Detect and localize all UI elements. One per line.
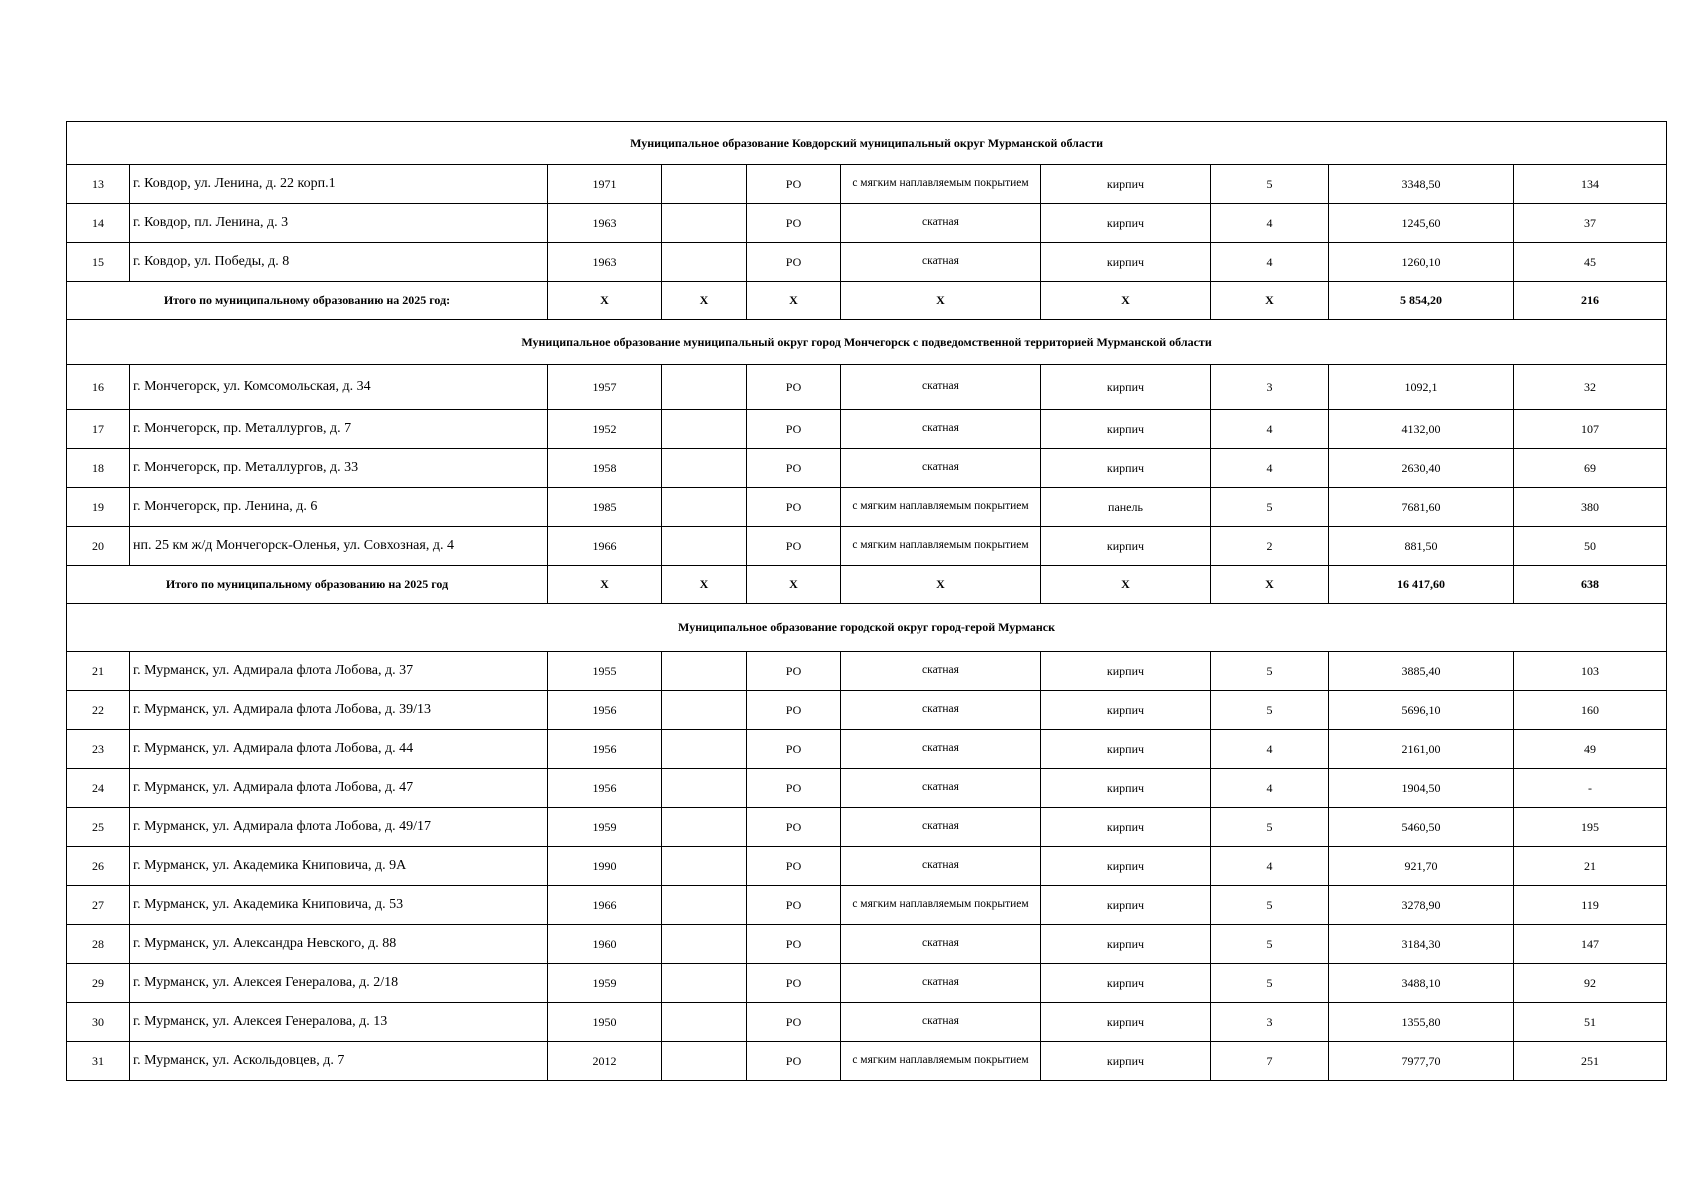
address-cell: г. Мончегорск, ул. Комсомольская, д. 34 (130, 365, 548, 410)
table-row (67, 808, 1667, 847)
address-cell: г. Мурманск, ул. Аскольдовцев, д. 7 (130, 1042, 548, 1081)
roof-type-cell: с мягким наплавляемым покрытием (841, 1042, 1041, 1081)
wall-material-cell: кирпич (1041, 886, 1211, 925)
section-header-row (67, 122, 1667, 165)
roof-type-cell: скатная (841, 691, 1041, 730)
row-number: 13 (67, 165, 130, 204)
table-row (67, 1042, 1667, 1081)
wall-material-cell: кирпич (1041, 243, 1211, 282)
table-row (67, 204, 1667, 243)
total-x-mark: Х (1041, 282, 1211, 320)
table-row (67, 652, 1667, 691)
area-cell: 3488,10 (1329, 964, 1514, 1003)
row-number: 17 (67, 410, 130, 449)
wall-material-cell: кирпич (1041, 769, 1211, 808)
total-x-mark: Х (1211, 282, 1329, 320)
section-title: Муниципальное образование муниципальный округ город Мончегорск с подведомственной территорией Мурманской области (67, 320, 1667, 365)
code-cell: РО (747, 488, 841, 527)
residents-cell: 103 (1514, 652, 1667, 691)
floors-cell: 7 (1211, 1042, 1329, 1081)
roof-type-cell: скатная (841, 652, 1041, 691)
row-number: 30 (67, 1003, 130, 1042)
code-cell: РО (747, 730, 841, 769)
address-cell: г. Мурманск, ул. Алексея Генералова, д. 2/18 (130, 964, 548, 1003)
empty-cell (662, 449, 747, 488)
residents-cell: - (1514, 769, 1667, 808)
address-cell: г. Мончегорск, пр. Металлургов, д. 33 (130, 449, 548, 488)
empty-cell (662, 1003, 747, 1042)
floors-cell: 5 (1211, 925, 1329, 964)
code-cell: РО (747, 410, 841, 449)
total-count: 638 (1514, 566, 1667, 604)
total-area: 16 417,60 (1329, 566, 1514, 604)
roof-type-cell: скатная (841, 769, 1041, 808)
year-cell: 1971 (548, 165, 662, 204)
empty-cell (662, 204, 747, 243)
year-cell: 1963 (548, 243, 662, 282)
residents-cell: 107 (1514, 410, 1667, 449)
address-cell: г. Мурманск, ул. Александра Невского, д. 88 (130, 925, 548, 964)
empty-cell (662, 886, 747, 925)
floors-cell: 5 (1211, 488, 1329, 527)
roof-type-cell: с мягким наплавляемым покрытием (841, 165, 1041, 204)
row-number: 25 (67, 808, 130, 847)
section-title: Муниципальное образование городской округ город-герой Мурманск (67, 604, 1667, 652)
code-cell: РО (747, 847, 841, 886)
floors-cell: 4 (1211, 410, 1329, 449)
address-cell: г. Мончегорск, пр. Ленина, д. 6 (130, 488, 548, 527)
total-x-mark: Х (841, 282, 1041, 320)
row-number: 14 (67, 204, 130, 243)
code-cell: РО (747, 1003, 841, 1042)
residents-cell: 119 (1514, 886, 1667, 925)
total-x-mark: Х (841, 566, 1041, 604)
wall-material-cell: панель (1041, 488, 1211, 527)
row-number: 26 (67, 847, 130, 886)
year-cell: 1966 (548, 527, 662, 566)
wall-material-cell: кирпич (1041, 1042, 1211, 1081)
roof-type-cell: скатная (841, 808, 1041, 847)
row-number: 24 (67, 769, 130, 808)
table-row (67, 847, 1667, 886)
total-x-mark: Х (662, 566, 747, 604)
code-cell: РО (747, 925, 841, 964)
floors-cell: 5 (1211, 808, 1329, 847)
table-row (67, 488, 1667, 527)
residents-cell: 37 (1514, 204, 1667, 243)
roof-type-cell: с мягким наплавляемым покрытием (841, 886, 1041, 925)
residents-cell: 380 (1514, 488, 1667, 527)
code-cell: РО (747, 1042, 841, 1081)
roof-type-cell: с мягким наплавляемым покрытием (841, 527, 1041, 566)
total-x-mark: Х (747, 566, 841, 604)
year-cell: 1959 (548, 808, 662, 847)
empty-cell (662, 488, 747, 527)
area-cell: 2630,40 (1329, 449, 1514, 488)
floors-cell: 4 (1211, 204, 1329, 243)
area-cell: 1092,1 (1329, 365, 1514, 410)
year-cell: 1955 (548, 652, 662, 691)
empty-cell (662, 165, 747, 204)
year-cell: 1966 (548, 886, 662, 925)
roof-type-cell: скатная (841, 1003, 1041, 1042)
wall-material-cell: кирпич (1041, 365, 1211, 410)
wall-material-cell: кирпич (1041, 925, 1211, 964)
address-cell: г. Мурманск, ул. Алексея Генералова, д. 13 (130, 1003, 548, 1042)
roof-type-cell: скатная (841, 847, 1041, 886)
area-cell: 7977,70 (1329, 1042, 1514, 1081)
code-cell: РО (747, 243, 841, 282)
area-cell: 2161,00 (1329, 730, 1514, 769)
code-cell: РО (747, 964, 841, 1003)
floors-cell: 4 (1211, 769, 1329, 808)
residents-cell: 50 (1514, 527, 1667, 566)
code-cell: РО (747, 165, 841, 204)
table-row (67, 769, 1667, 808)
row-number: 20 (67, 527, 130, 566)
roof-type-cell: скатная (841, 204, 1041, 243)
row-number: 23 (67, 730, 130, 769)
address-cell: г. Мончегорск, пр. Металлургов, д. 7 (130, 410, 548, 449)
roof-type-cell: скатная (841, 410, 1041, 449)
year-cell: 1950 (548, 1003, 662, 1042)
code-cell: РО (747, 769, 841, 808)
total-label: Итого по муниципальному образованию на 2025 год (67, 566, 548, 604)
address-cell: г. Мурманск, ул. Адмирала флота Лобова, д. 49/17 (130, 808, 548, 847)
row-number: 16 (67, 365, 130, 410)
year-cell: 1957 (548, 365, 662, 410)
empty-cell (662, 730, 747, 769)
area-cell: 921,70 (1329, 847, 1514, 886)
empty-cell (662, 410, 747, 449)
year-cell: 1958 (548, 449, 662, 488)
total-x-mark: Х (548, 282, 662, 320)
wall-material-cell: кирпич (1041, 1003, 1211, 1042)
wall-material-cell: кирпич (1041, 410, 1211, 449)
total-area: 5 854,20 (1329, 282, 1514, 320)
area-cell: 1260,10 (1329, 243, 1514, 282)
area-cell: 1355,80 (1329, 1003, 1514, 1042)
section-header-row (67, 320, 1667, 365)
code-cell: РО (747, 204, 841, 243)
roof-type-cell: скатная (841, 730, 1041, 769)
year-cell: 1963 (548, 204, 662, 243)
table-row (67, 886, 1667, 925)
roof-type-cell: скатная (841, 365, 1041, 410)
residents-cell: 160 (1514, 691, 1667, 730)
empty-cell (662, 365, 747, 410)
year-cell: 2012 (548, 1042, 662, 1081)
wall-material-cell: кирпич (1041, 527, 1211, 566)
floors-cell: 5 (1211, 652, 1329, 691)
address-cell: г. Ковдор, ул. Ленина, д. 22 корп.1 (130, 165, 548, 204)
wall-material-cell: кирпич (1041, 691, 1211, 730)
total-x-mark: Х (548, 566, 662, 604)
area-cell: 3184,30 (1329, 925, 1514, 964)
residents-cell: 147 (1514, 925, 1667, 964)
total-count: 216 (1514, 282, 1667, 320)
residents-cell: 134 (1514, 165, 1667, 204)
area-cell: 7681,60 (1329, 488, 1514, 527)
floors-cell: 4 (1211, 847, 1329, 886)
total-label: Итого по муниципальному образованию на 2025 год: (67, 282, 548, 320)
empty-cell (662, 243, 747, 282)
address-cell: г. Мурманск, ул. Адмирала флота Лобова, д. 39/13 (130, 691, 548, 730)
total-x-mark: Х (747, 282, 841, 320)
code-cell: РО (747, 365, 841, 410)
year-cell: 1985 (548, 488, 662, 527)
table-row (67, 365, 1667, 410)
table-row (67, 165, 1667, 204)
row-number: 19 (67, 488, 130, 527)
roof-type-cell: скатная (841, 449, 1041, 488)
residents-cell: 92 (1514, 964, 1667, 1003)
row-number: 31 (67, 1042, 130, 1081)
empty-cell (662, 964, 747, 1003)
wall-material-cell: кирпич (1041, 808, 1211, 847)
row-number: 28 (67, 925, 130, 964)
empty-cell (662, 808, 747, 847)
section-title: Муниципальное образование Ковдорский муниципальный округ Мурманской области (67, 122, 1667, 165)
residents-cell: 49 (1514, 730, 1667, 769)
residents-cell: 45 (1514, 243, 1667, 282)
row-number: 27 (67, 886, 130, 925)
residents-cell: 195 (1514, 808, 1667, 847)
empty-cell (662, 847, 747, 886)
wall-material-cell: кирпич (1041, 204, 1211, 243)
table-row (67, 1003, 1667, 1042)
table-row (67, 243, 1667, 282)
row-number: 15 (67, 243, 130, 282)
address-cell: г. Ковдор, ул. Победы, д. 8 (130, 243, 548, 282)
floors-cell: 4 (1211, 449, 1329, 488)
area-cell: 3278,90 (1329, 886, 1514, 925)
floors-cell: 3 (1211, 1003, 1329, 1042)
table-row (67, 730, 1667, 769)
table-row (67, 964, 1667, 1003)
empty-cell (662, 769, 747, 808)
table-row (67, 410, 1667, 449)
year-cell: 1956 (548, 769, 662, 808)
residents-cell: 69 (1514, 449, 1667, 488)
area-cell: 3885,40 (1329, 652, 1514, 691)
floors-cell: 5 (1211, 165, 1329, 204)
address-cell: г. Ковдор, пл. Ленина, д. 3 (130, 204, 548, 243)
wall-material-cell: кирпич (1041, 449, 1211, 488)
empty-cell (662, 925, 747, 964)
wall-material-cell: кирпич (1041, 165, 1211, 204)
floors-cell: 4 (1211, 243, 1329, 282)
address-cell: г. Мурманск, ул. Адмирала флота Лобова, д. 44 (130, 730, 548, 769)
address-cell: нп. 25 км ж/д Мончегорск-Оленья, ул. Совхозная, д. 4 (130, 527, 548, 566)
row-number: 22 (67, 691, 130, 730)
address-cell: г. Мурманск, ул. Академика Книповича, д. 9А (130, 847, 548, 886)
wall-material-cell: кирпич (1041, 847, 1211, 886)
area-cell: 1904,50 (1329, 769, 1514, 808)
area-cell: 1245,60 (1329, 204, 1514, 243)
wall-material-cell: кирпич (1041, 652, 1211, 691)
section-header-row (67, 604, 1667, 652)
area-cell: 4132,00 (1329, 410, 1514, 449)
area-cell: 3348,50 (1329, 165, 1514, 204)
residents-cell: 21 (1514, 847, 1667, 886)
roof-type-cell: скатная (841, 243, 1041, 282)
floors-cell: 5 (1211, 886, 1329, 925)
empty-cell (662, 527, 747, 566)
total-x-mark: Х (1041, 566, 1211, 604)
year-cell: 1959 (548, 964, 662, 1003)
floors-cell: 4 (1211, 730, 1329, 769)
total-row (67, 566, 1667, 604)
table-row (67, 925, 1667, 964)
table-row (67, 527, 1667, 566)
residents-cell: 251 (1514, 1042, 1667, 1081)
code-cell: РО (747, 652, 841, 691)
year-cell: 1990 (548, 847, 662, 886)
empty-cell (662, 1042, 747, 1081)
total-x-mark: Х (662, 282, 747, 320)
table-row (67, 691, 1667, 730)
housing-register-table (66, 121, 1667, 1081)
residents-cell: 32 (1514, 365, 1667, 410)
floors-cell: 5 (1211, 691, 1329, 730)
row-number: 29 (67, 964, 130, 1003)
year-cell: 1960 (548, 925, 662, 964)
area-cell: 881,50 (1329, 527, 1514, 566)
code-cell: РО (747, 449, 841, 488)
residents-cell: 51 (1514, 1003, 1667, 1042)
floors-cell: 5 (1211, 964, 1329, 1003)
code-cell: РО (747, 886, 841, 925)
row-number: 18 (67, 449, 130, 488)
empty-cell (662, 691, 747, 730)
year-cell: 1956 (548, 730, 662, 769)
year-cell: 1956 (548, 691, 662, 730)
row-number: 21 (67, 652, 130, 691)
empty-cell (662, 652, 747, 691)
year-cell: 1952 (548, 410, 662, 449)
wall-material-cell: кирпич (1041, 964, 1211, 1003)
floors-cell: 3 (1211, 365, 1329, 410)
total-x-mark: Х (1211, 566, 1329, 604)
address-cell: г. Мурманск, ул. Адмирала флота Лобова, д. 47 (130, 769, 548, 808)
code-cell: РО (747, 527, 841, 566)
floors-cell: 2 (1211, 527, 1329, 566)
roof-type-cell: скатная (841, 964, 1041, 1003)
total-row (67, 282, 1667, 320)
roof-type-cell: скатная (841, 925, 1041, 964)
roof-type-cell: с мягким наплавляемым покрытием (841, 488, 1041, 527)
code-cell: РО (747, 691, 841, 730)
code-cell: РО (747, 808, 841, 847)
address-cell: г. Мурманск, ул. Академика Книповича, д. 53 (130, 886, 548, 925)
address-cell: г. Мурманск, ул. Адмирала флота Лобова, д. 37 (130, 652, 548, 691)
area-cell: 5460,50 (1329, 808, 1514, 847)
area-cell: 5696,10 (1329, 691, 1514, 730)
table-row (67, 449, 1667, 488)
wall-material-cell: кирпич (1041, 730, 1211, 769)
